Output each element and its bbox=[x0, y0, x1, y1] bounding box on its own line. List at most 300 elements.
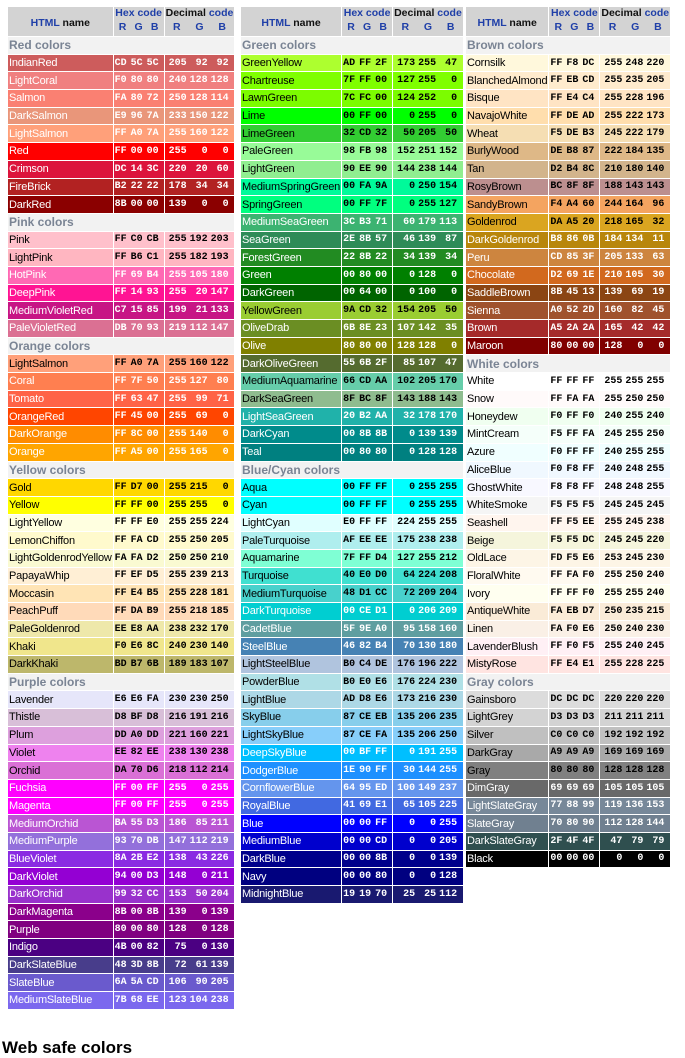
color-name: Azure bbox=[466, 444, 549, 462]
color-name: Ivory bbox=[466, 585, 549, 603]
dec-r: 25 bbox=[403, 888, 416, 900]
hex-g: 63 bbox=[130, 393, 143, 405]
hex-b: 99 bbox=[582, 800, 595, 812]
color-row bbox=[466, 320, 671, 338]
color-name: MediumPurple bbox=[8, 833, 114, 851]
dec-g: 0 bbox=[430, 835, 437, 847]
hex-r: FF bbox=[114, 375, 127, 387]
color-name: Goldenrod bbox=[466, 214, 549, 232]
hex-g: B4 bbox=[566, 163, 579, 175]
hex-g: 00 bbox=[130, 800, 143, 812]
hex-code bbox=[549, 550, 600, 568]
dec-g: 238 bbox=[418, 163, 437, 175]
dec-r: 219 bbox=[168, 322, 187, 334]
dec-b: 127 bbox=[439, 199, 458, 211]
hex-code bbox=[342, 709, 393, 727]
hex-r: F5 bbox=[550, 535, 563, 547]
hex-g: DC bbox=[566, 694, 579, 706]
decimal-code bbox=[393, 550, 464, 568]
hex-code bbox=[114, 568, 165, 586]
color-row bbox=[8, 249, 235, 267]
dec-r: 106 bbox=[168, 977, 187, 989]
hex-g: FF bbox=[359, 75, 372, 87]
hex-code bbox=[342, 727, 393, 745]
color-row bbox=[241, 479, 464, 497]
hex-code bbox=[549, 515, 600, 533]
hex-b: FA bbox=[146, 694, 159, 706]
hex-b: 1E bbox=[582, 269, 595, 281]
color-name: Wheat bbox=[466, 125, 549, 143]
dec-r: 102 bbox=[397, 375, 416, 387]
hex-r: 00 bbox=[343, 499, 356, 511]
dec-g: 255 bbox=[418, 199, 437, 211]
header-row bbox=[241, 7, 464, 37]
html-name-header bbox=[8, 7, 114, 37]
dec-r: 75 bbox=[174, 941, 187, 953]
dec-r: 255 bbox=[168, 446, 187, 458]
hex-g: E8 bbox=[130, 623, 143, 635]
dec-g: 205 bbox=[418, 128, 437, 140]
r-label: R bbox=[554, 21, 563, 33]
hex-code bbox=[114, 798, 165, 816]
decimal-code bbox=[165, 638, 236, 656]
decimal-code bbox=[393, 762, 464, 780]
hex-g: 69 bbox=[359, 800, 372, 812]
dec-b: 238 bbox=[646, 517, 665, 529]
hex-g: EF bbox=[130, 570, 143, 582]
hex-code bbox=[342, 426, 393, 444]
color-name: Gold bbox=[8, 479, 114, 497]
hex-r: 7B bbox=[114, 994, 127, 1006]
decimal-code bbox=[393, 355, 464, 373]
hex-code-header bbox=[549, 7, 600, 37]
dec-b: 154 bbox=[439, 181, 458, 193]
hex-b: 72 bbox=[146, 92, 159, 104]
dec-b: 139 bbox=[439, 428, 458, 440]
hex-g: F8 bbox=[566, 464, 579, 476]
dec-r: 139 bbox=[168, 199, 187, 211]
color-name: Maroon bbox=[466, 338, 549, 356]
hex-b: F0 bbox=[582, 411, 595, 423]
hex-b: E0 bbox=[146, 517, 159, 529]
dec-g: 250 bbox=[189, 552, 208, 564]
color-name: Cornsilk bbox=[466, 55, 549, 73]
dec-g: 128 bbox=[418, 446, 437, 458]
hex-g: 22 bbox=[130, 181, 143, 193]
dec-r: 138 bbox=[168, 853, 187, 865]
dec-b: 240 bbox=[646, 411, 665, 423]
dec-g: 206 bbox=[418, 711, 437, 723]
dec-b: 180 bbox=[210, 269, 229, 281]
decimal-code-header bbox=[600, 7, 671, 37]
dec-g: 0 bbox=[201, 800, 208, 812]
dec-g: 255 bbox=[625, 428, 644, 440]
hex-g: 96 bbox=[130, 110, 143, 122]
dec-g: 255 bbox=[418, 75, 437, 87]
dec-b: 205 bbox=[439, 835, 458, 847]
color-row bbox=[241, 691, 464, 709]
color-name: LightSeaGreen bbox=[241, 408, 342, 426]
dec-r: 50 bbox=[403, 128, 416, 140]
hex-b: 00 bbox=[375, 110, 388, 122]
decimal-code bbox=[393, 302, 464, 320]
hex-r: 66 bbox=[343, 375, 356, 387]
decimal-code bbox=[393, 214, 464, 232]
color-row bbox=[241, 851, 464, 869]
dec-b: 35 bbox=[445, 322, 458, 334]
decimal-code bbox=[600, 214, 671, 232]
dec-b: 128 bbox=[439, 871, 458, 883]
dec-r: 240 bbox=[604, 464, 623, 476]
color-row bbox=[8, 780, 235, 798]
dec-g: 245 bbox=[625, 535, 644, 547]
color-name: LavenderBlush bbox=[466, 638, 549, 656]
color-row bbox=[241, 72, 464, 90]
hex-g: 68 bbox=[130, 994, 143, 1006]
decimal-code bbox=[165, 249, 236, 267]
color-row bbox=[466, 249, 671, 267]
hex-code bbox=[342, 674, 393, 692]
color-name: MediumAquamarine bbox=[241, 373, 342, 391]
hex-code bbox=[549, 196, 600, 214]
color-row bbox=[466, 621, 671, 639]
decimal-code bbox=[600, 745, 671, 763]
color-row bbox=[466, 161, 671, 179]
color-name: DodgerBlue bbox=[241, 762, 342, 780]
hex-code bbox=[342, 249, 393, 267]
decimal-code bbox=[393, 55, 464, 73]
dec-b: 214 bbox=[210, 765, 229, 777]
dec-g: 43 bbox=[195, 853, 208, 865]
group-heading-row bbox=[466, 674, 671, 692]
dec-r: 175 bbox=[397, 535, 416, 547]
hex-b: 8F bbox=[582, 181, 595, 193]
hex-r: 3C bbox=[343, 216, 356, 228]
hex-g: 3D bbox=[130, 959, 143, 971]
dec-g: 240 bbox=[625, 641, 644, 653]
hex-code bbox=[342, 267, 393, 285]
hex-r: 80 bbox=[550, 765, 563, 777]
hex-b: 90 bbox=[375, 163, 388, 175]
dec-r: 255 bbox=[604, 75, 623, 87]
color-name: Blue bbox=[241, 815, 342, 833]
dec-g: 0 bbox=[430, 871, 437, 883]
dec-b: 179 bbox=[646, 128, 665, 140]
decimal-code bbox=[393, 444, 464, 462]
header-row bbox=[8, 7, 235, 37]
hex-code bbox=[549, 232, 600, 250]
hex-code bbox=[114, 638, 165, 656]
color-name: MidnightBlue bbox=[241, 886, 342, 904]
decimal-code bbox=[393, 338, 464, 356]
color-row bbox=[466, 462, 671, 480]
hex-r: 8F bbox=[343, 393, 356, 405]
dec-b: 153 bbox=[646, 800, 665, 812]
color-row bbox=[8, 691, 235, 709]
hex-b: EB bbox=[375, 711, 388, 723]
hex-g: DA bbox=[130, 605, 143, 617]
color-name: Green bbox=[241, 267, 342, 285]
color-name: LightGrey bbox=[466, 709, 549, 727]
dec-b: 235 bbox=[439, 711, 458, 723]
dec-r: 0 bbox=[409, 747, 416, 759]
hex-g: 2A bbox=[566, 322, 579, 334]
dec-g: 142 bbox=[418, 322, 437, 334]
decimal-code bbox=[600, 462, 671, 480]
hex-code bbox=[114, 974, 165, 992]
decimal-code bbox=[165, 780, 236, 798]
decimal-code bbox=[165, 798, 236, 816]
dec-g: 34 bbox=[195, 181, 208, 193]
color-row bbox=[466, 426, 671, 444]
hex-code bbox=[114, 904, 165, 922]
hex-r: F0 bbox=[550, 446, 563, 458]
hex-r: FF bbox=[114, 499, 127, 511]
hex-g: F0 bbox=[566, 641, 579, 653]
dec-r: 255 bbox=[168, 782, 187, 794]
hex-g: EB bbox=[566, 605, 579, 617]
hex-g: A0 bbox=[130, 729, 143, 741]
dec-b: 71 bbox=[216, 393, 229, 405]
dec-r: 255 bbox=[604, 570, 623, 582]
hex-code bbox=[549, 603, 600, 621]
color-name: BlueViolet bbox=[8, 851, 114, 869]
hex-g: FA bbox=[566, 393, 579, 405]
dec-g: 0 bbox=[201, 782, 208, 794]
decimal-code bbox=[600, 249, 671, 267]
dec-b: 170 bbox=[439, 375, 458, 387]
hex-b: CD bbox=[582, 75, 595, 87]
decimal-code bbox=[393, 585, 464, 603]
dec-g: 250 bbox=[418, 181, 437, 193]
dec-g: 255 bbox=[418, 482, 437, 494]
color-row bbox=[466, 373, 671, 391]
decimal-code bbox=[165, 851, 236, 869]
color-name: LightCoral bbox=[8, 72, 114, 90]
dec-b: 42 bbox=[652, 322, 665, 334]
hex-r: FF bbox=[114, 588, 127, 600]
dec-r: 184 bbox=[604, 234, 623, 246]
hex-code bbox=[114, 709, 165, 727]
hex-b: 13 bbox=[582, 287, 595, 299]
hex-r: FF bbox=[114, 287, 127, 299]
color-name: LightSalmon bbox=[8, 355, 114, 373]
decimal-code bbox=[600, 497, 671, 515]
hex-b: E6 bbox=[375, 694, 388, 706]
hex-rgb-labels bbox=[343, 19, 391, 36]
name-label: name bbox=[293, 16, 321, 29]
hex-code bbox=[342, 621, 393, 639]
color-name: White bbox=[466, 373, 549, 391]
color-row bbox=[8, 957, 235, 975]
color-name: RoyalBlue bbox=[241, 798, 342, 816]
header-row bbox=[466, 7, 671, 37]
hex-label: Hex bbox=[551, 7, 571, 19]
dec-g: 191 bbox=[418, 747, 437, 759]
hex-r: D2 bbox=[550, 163, 563, 175]
web-safe-colors-heading: Web safe colors bbox=[2, 1038, 133, 1057]
hex-r: BA bbox=[114, 818, 127, 830]
color-row bbox=[466, 727, 671, 745]
dec-b: 170 bbox=[210, 623, 229, 635]
hex-code bbox=[342, 497, 393, 515]
hex-r: 00 bbox=[343, 853, 356, 865]
hex-b: F0 bbox=[582, 588, 595, 600]
dec-g: 0 bbox=[201, 906, 208, 918]
hex-code bbox=[114, 161, 165, 179]
hex-g: F5 bbox=[566, 552, 579, 564]
dec-r: 255 bbox=[604, 658, 623, 670]
dec-r: 245 bbox=[604, 499, 623, 511]
hex-code bbox=[114, 921, 165, 939]
dec-b: 34 bbox=[216, 181, 229, 193]
hex-code bbox=[342, 638, 393, 656]
hex-code bbox=[114, 179, 165, 197]
hex-r: B2 bbox=[114, 181, 127, 193]
color-name: CornflowerBlue bbox=[241, 780, 342, 798]
hex-b: FF bbox=[375, 818, 388, 830]
dec-b: 219 bbox=[210, 835, 229, 847]
hex-r: D2 bbox=[550, 269, 563, 281]
color-row bbox=[241, 179, 464, 197]
dec-r: 176 bbox=[397, 676, 416, 688]
hex-b: 60 bbox=[582, 199, 595, 211]
hex-g: FF bbox=[359, 499, 372, 511]
color-row bbox=[466, 762, 671, 780]
color-row bbox=[8, 179, 235, 197]
hex-g: 80 bbox=[359, 340, 372, 352]
color-name: BurlyWood bbox=[466, 143, 549, 161]
hex-g: 45 bbox=[130, 411, 143, 423]
hex-code bbox=[114, 992, 165, 1010]
dec-b: 0 bbox=[222, 446, 229, 458]
hex-b: EE bbox=[146, 747, 159, 759]
dec-g: 239 bbox=[189, 570, 208, 582]
color-name: ForestGreen bbox=[241, 249, 342, 267]
dec-b: 250 bbox=[646, 428, 665, 440]
color-row bbox=[8, 904, 235, 922]
dec-r: 128 bbox=[168, 924, 187, 936]
dec-r: 255 bbox=[168, 588, 187, 600]
color-row bbox=[241, 656, 464, 674]
dec-b: 50 bbox=[445, 305, 458, 317]
dec-b: 222 bbox=[439, 658, 458, 670]
color-row bbox=[8, 727, 235, 745]
hex-g: 7F bbox=[130, 375, 143, 387]
hex-code bbox=[549, 408, 600, 426]
dec-b: 107 bbox=[210, 658, 229, 670]
dec-r: 0 bbox=[409, 181, 416, 193]
dec-g: 183 bbox=[189, 658, 208, 670]
decimal-code bbox=[600, 638, 671, 656]
dec-r: 154 bbox=[397, 305, 416, 317]
dec-b: 11 bbox=[652, 234, 665, 246]
dec-g: 235 bbox=[625, 605, 644, 617]
dec-r: 255 bbox=[168, 393, 187, 405]
hex-b: FF bbox=[375, 765, 388, 777]
color-row bbox=[8, 851, 235, 869]
dec-b: 225 bbox=[646, 658, 665, 670]
hex-g: 69 bbox=[566, 269, 579, 281]
color-row bbox=[241, 108, 464, 126]
color-name: WhiteSmoke bbox=[466, 497, 549, 515]
color-row bbox=[8, 108, 235, 126]
hex-r: EE bbox=[114, 623, 127, 635]
hex-code bbox=[342, 745, 393, 763]
color-name: LightYellow bbox=[8, 515, 114, 533]
hex-g: 14 bbox=[130, 163, 143, 175]
hex-code bbox=[342, 851, 393, 869]
dec-g: 248 bbox=[625, 482, 644, 494]
hex-code bbox=[549, 90, 600, 108]
hex-r: FF bbox=[114, 570, 127, 582]
dec-r: 135 bbox=[397, 711, 416, 723]
dec-g: 99 bbox=[195, 393, 208, 405]
dec-r: 160 bbox=[604, 305, 623, 317]
hex-code bbox=[549, 302, 600, 320]
dec-g: 128 bbox=[418, 340, 437, 352]
dec-g: 42 bbox=[631, 322, 644, 334]
hex-b: DC bbox=[582, 535, 595, 547]
decimal-code bbox=[600, 302, 671, 320]
dec-r: 210 bbox=[604, 163, 623, 175]
hex-r: A5 bbox=[550, 322, 563, 334]
dec-b: 122 bbox=[210, 128, 229, 140]
dec-r: 218 bbox=[604, 216, 623, 228]
hex-code bbox=[549, 780, 600, 798]
hex-code bbox=[549, 285, 600, 303]
hex-code bbox=[114, 780, 165, 798]
decimal-code bbox=[393, 656, 464, 674]
dec-r: 245 bbox=[604, 128, 623, 140]
hex-b: E2 bbox=[146, 853, 159, 865]
hex-r: 94 bbox=[114, 871, 127, 883]
dec-r: 128 bbox=[397, 340, 416, 352]
dec-g: 79 bbox=[631, 835, 644, 847]
color-row bbox=[8, 638, 235, 656]
hex-b: CB bbox=[146, 234, 159, 246]
dec-b: 169 bbox=[646, 747, 665, 759]
decimal-code bbox=[165, 302, 236, 320]
dec-g: 0 bbox=[637, 853, 644, 865]
hex-g: 00 bbox=[130, 924, 143, 936]
dec-b: 140 bbox=[646, 163, 665, 175]
hex-r: FF bbox=[114, 782, 127, 794]
dec-r: 245 bbox=[604, 428, 623, 440]
hex-code-label: code bbox=[365, 7, 391, 19]
group-heading-row bbox=[466, 37, 671, 55]
dec-b: 96 bbox=[652, 199, 665, 211]
hex-code bbox=[342, 532, 393, 550]
hex-b: 90 bbox=[582, 818, 595, 830]
hex-g: FB bbox=[359, 145, 372, 157]
hex-r: FF bbox=[114, 252, 127, 264]
hex-g: 9E bbox=[359, 623, 372, 635]
dec-g: 158 bbox=[418, 623, 437, 635]
dec-b: 255 bbox=[439, 482, 458, 494]
hex-code bbox=[114, 532, 165, 550]
color-name: Yellow bbox=[8, 497, 114, 515]
g-label: G bbox=[195, 21, 204, 33]
color-row bbox=[241, 568, 464, 586]
hex-b: 22 bbox=[375, 252, 388, 264]
color-row bbox=[8, 320, 235, 338]
hex-g: B6 bbox=[130, 252, 143, 264]
dec-r: 255 bbox=[604, 57, 623, 69]
color-row bbox=[241, 55, 464, 73]
hex-code bbox=[549, 338, 600, 356]
decimal-code bbox=[165, 745, 236, 763]
